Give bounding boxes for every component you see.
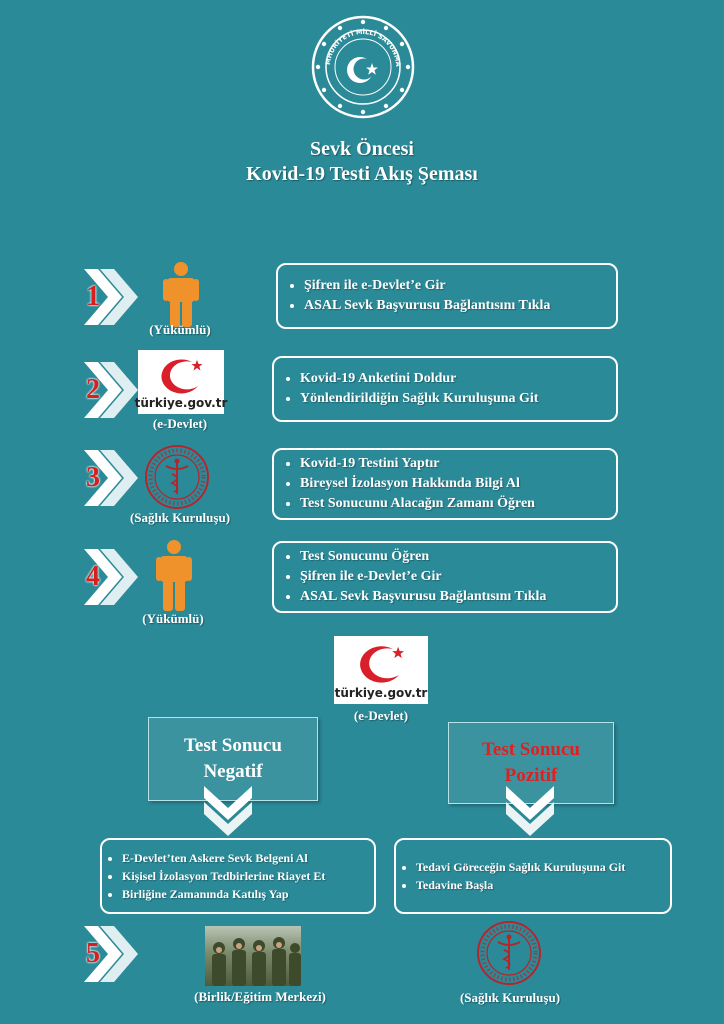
- negative-label-line-2: Negatif: [203, 761, 263, 782]
- positive-label-line-2: Pozitif: [504, 765, 558, 786]
- step-1: [0, 255, 724, 345]
- step-instructions-box: [272, 541, 618, 613]
- instruction-item: • Kişisel İzolasyon Tedbirlerine Riayet Et: [122, 867, 366, 885]
- health-institution-caption: (Sağlık Kuruluşu): [459, 990, 561, 1005]
- positive-instructions-box: [394, 838, 672, 914]
- chevron-down-icon: [202, 786, 254, 836]
- step-number: 2: [86, 374, 100, 405]
- instruction-item: • ASAL Sevk Başvurusu Bağlantısını Tıkla: [300, 587, 602, 607]
- positive-label-line-1: Test Sonucu: [481, 739, 581, 760]
- step-number: 4: [86, 561, 100, 592]
- instruction-item: • Test Sonucunu Öğren: [300, 547, 602, 567]
- step-instructions-box: [272, 448, 618, 520]
- instruction-item: • Kovid-19 Testini Yaptır: [300, 454, 602, 474]
- instruction-item: • ASAL Sevk Başvurusu Bağlantısını Tıkla: [304, 296, 602, 316]
- title-line-2: Kovid-19 Testi Akış Şeması: [246, 163, 478, 185]
- step-number: 1: [86, 281, 100, 312]
- step-2: [0, 348, 724, 438]
- instruction-item: • Şifren ile e-Devlet’e Gir: [304, 276, 602, 296]
- step-number: 5: [86, 938, 100, 969]
- title-line-1: Sevk Öncesi: [310, 138, 414, 160]
- step-instructions-box: [276, 263, 618, 329]
- ministry-seal-icon: [310, 14, 416, 120]
- instruction-item: • Bireysel İzolasyon Hakkında Bilgi Al: [300, 474, 602, 494]
- instruction-item: • E-Devlet’ten Askere Sevk Belgeni Al: [122, 849, 366, 867]
- step-actor-label: (Yükümlü): [149, 322, 211, 337]
- instruction-item: • Birliğine Zamanında Katılış Yap: [122, 885, 366, 903]
- step-actor-label: (e-Devlet): [152, 416, 208, 431]
- step-number: 3: [86, 462, 100, 493]
- health-ministry-seal-icon: [144, 444, 210, 510]
- turkiye-gov-logo-center: [334, 636, 428, 704]
- soldiers-illustration: [205, 926, 301, 986]
- ministry-emblem: [310, 14, 416, 120]
- unit-training-center-caption: (Birlik/Eğitim Merkezi): [194, 989, 326, 1004]
- page-title: [0, 138, 724, 186]
- instruction-item: • Tedavi Göreceğin Sağlık Kuruluşuna Git: [416, 858, 662, 876]
- step-4: [0, 535, 724, 630]
- instruction-item: • Test Sonucunu Alacağın Zamanı Öğren: [300, 494, 602, 514]
- edevlet-crescent-icon: [350, 642, 412, 686]
- edevlet-caption: (e-Devlet): [353, 708, 409, 723]
- instruction-item: • Kovid-19 Anketini Doldur: [300, 369, 602, 389]
- turkiye-gov-logo: [134, 350, 228, 414]
- chevron-down-icon: [504, 786, 556, 836]
- person-icon: [162, 261, 200, 327]
- step-actor-label: (Yükümlü): [142, 611, 204, 626]
- instruction-item: • Yönlendirildiğin Sağlık Kuruluşuna Git: [300, 389, 602, 409]
- soldiers-photo: [205, 926, 301, 986]
- instruction-item: • Tedavine Başla: [416, 876, 662, 894]
- person-icon: [155, 539, 193, 611]
- edevlet-crescent-icon: [152, 356, 210, 396]
- edevlet-logo-text: türkiye.gov.tr: [134, 396, 228, 410]
- step-instructions-box: [272, 356, 618, 422]
- health-ministry-seal-icon: [476, 920, 542, 986]
- negative-label-line-1: Test Sonucu: [183, 735, 283, 756]
- seal-text: MHURİYETİ MİLLÎ SAVUNMA: [323, 27, 403, 67]
- step-actor-label: (Sağlık Kuruluşu): [129, 510, 231, 525]
- negative-instructions-box: [100, 838, 376, 914]
- edevlet-logo-text: türkiye.gov.tr: [334, 686, 428, 700]
- step-3: [0, 442, 724, 532]
- instruction-item: • Şifren ile e-Devlet’e Gir: [300, 567, 602, 587]
